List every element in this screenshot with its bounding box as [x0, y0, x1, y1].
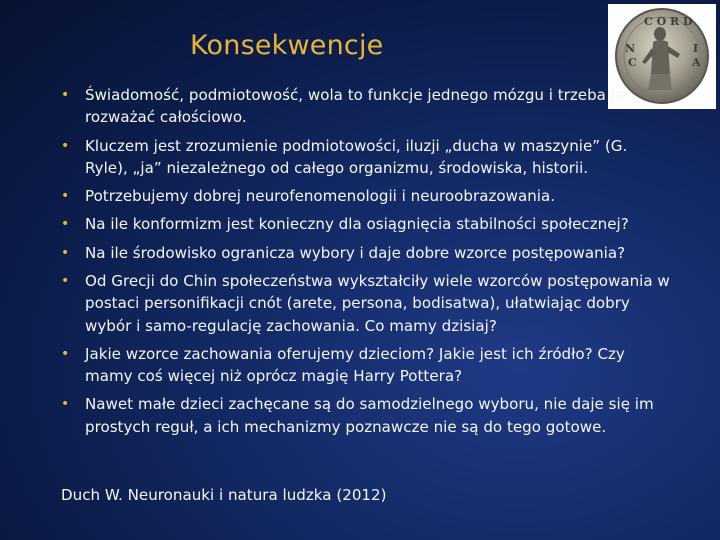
bullet-item — [60, 393, 674, 438]
bullet-text: Na ile konformizm jest konieczny dla osiągnięcia stabilności społecznej? — [85, 215, 629, 234]
bullet-list — [60, 84, 674, 444]
bullet-marker-icon: • — [61, 272, 70, 289]
bullet-marker-icon: • — [61, 137, 70, 154]
svg-text:C: C — [628, 56, 637, 69]
slide-title: Konsekwencje — [190, 30, 384, 61]
bullet-item — [60, 185, 674, 207]
svg-text:N: N — [625, 42, 636, 55]
bullet-text: Kluczem jest zrozumienie podmiotowości, iluzji „ducha w maszynie” (G. Ryle), „ja” niezależnego od całego organizmu, środowiska, historii. — [85, 136, 628, 178]
bullet-text: Nawet małe dzieci zachęcane są do samodzielnego wyboru, nie daje się im prostych reguł, a ich mechanizmy poznawcze nie są do tego gotowe. — [85, 395, 654, 436]
bullet-marker-icon: • — [61, 87, 70, 103]
bullet-text: Potrzebujemy dobrej neurofenomenologii i neuroobrazowania. — [85, 187, 555, 206]
svg-text:C O R D: C O R D — [644, 15, 693, 28]
citation: Duch W. Neuronauki i natura ludzka (2012) — [61, 486, 387, 504]
bullet-marker-icon: • — [61, 345, 70, 362]
bullet-text: Na ile środowisko ogranicza wybory i daje dobre wzorce postępowania? — [85, 243, 626, 262]
bullet-marker-icon: • — [61, 244, 70, 261]
bullet-text: Jakie wzorce zachowania oferujemy dzieciom? Jakie jest ich źródło? Czy mamy coś więcej niż oprócz magię Harry Pottera? — [85, 344, 625, 386]
bullet-item — [60, 343, 674, 388]
bullet-item — [60, 84, 674, 129]
bullet-item — [60, 270, 674, 337]
bullet-item — [60, 213, 674, 235]
bullet-marker-icon: • — [61, 396, 70, 413]
bullet-text: Świadomość, podmiotowość, wola to funkcje jednego mózgu i trzeba je rozważać całościowo. — [85, 86, 625, 127]
bullet-marker-icon: • — [61, 216, 70, 233]
bullet-item — [60, 135, 674, 180]
bullet-item — [60, 242, 674, 264]
bullet-marker-icon: • — [61, 188, 70, 205]
svg-text:A: A — [692, 56, 701, 69]
svg-text:I: I — [693, 42, 699, 55]
bullet-text: Od Grecji do Chin społeczeństwa wykształciły wiele wzorców postępowania w postaci personifikacji cnót (arete, persona, bodisatwa), ułatwiając dobry wybór i samo-regulację zachowania. Co mamy dzisiaj? — [85, 271, 670, 335]
